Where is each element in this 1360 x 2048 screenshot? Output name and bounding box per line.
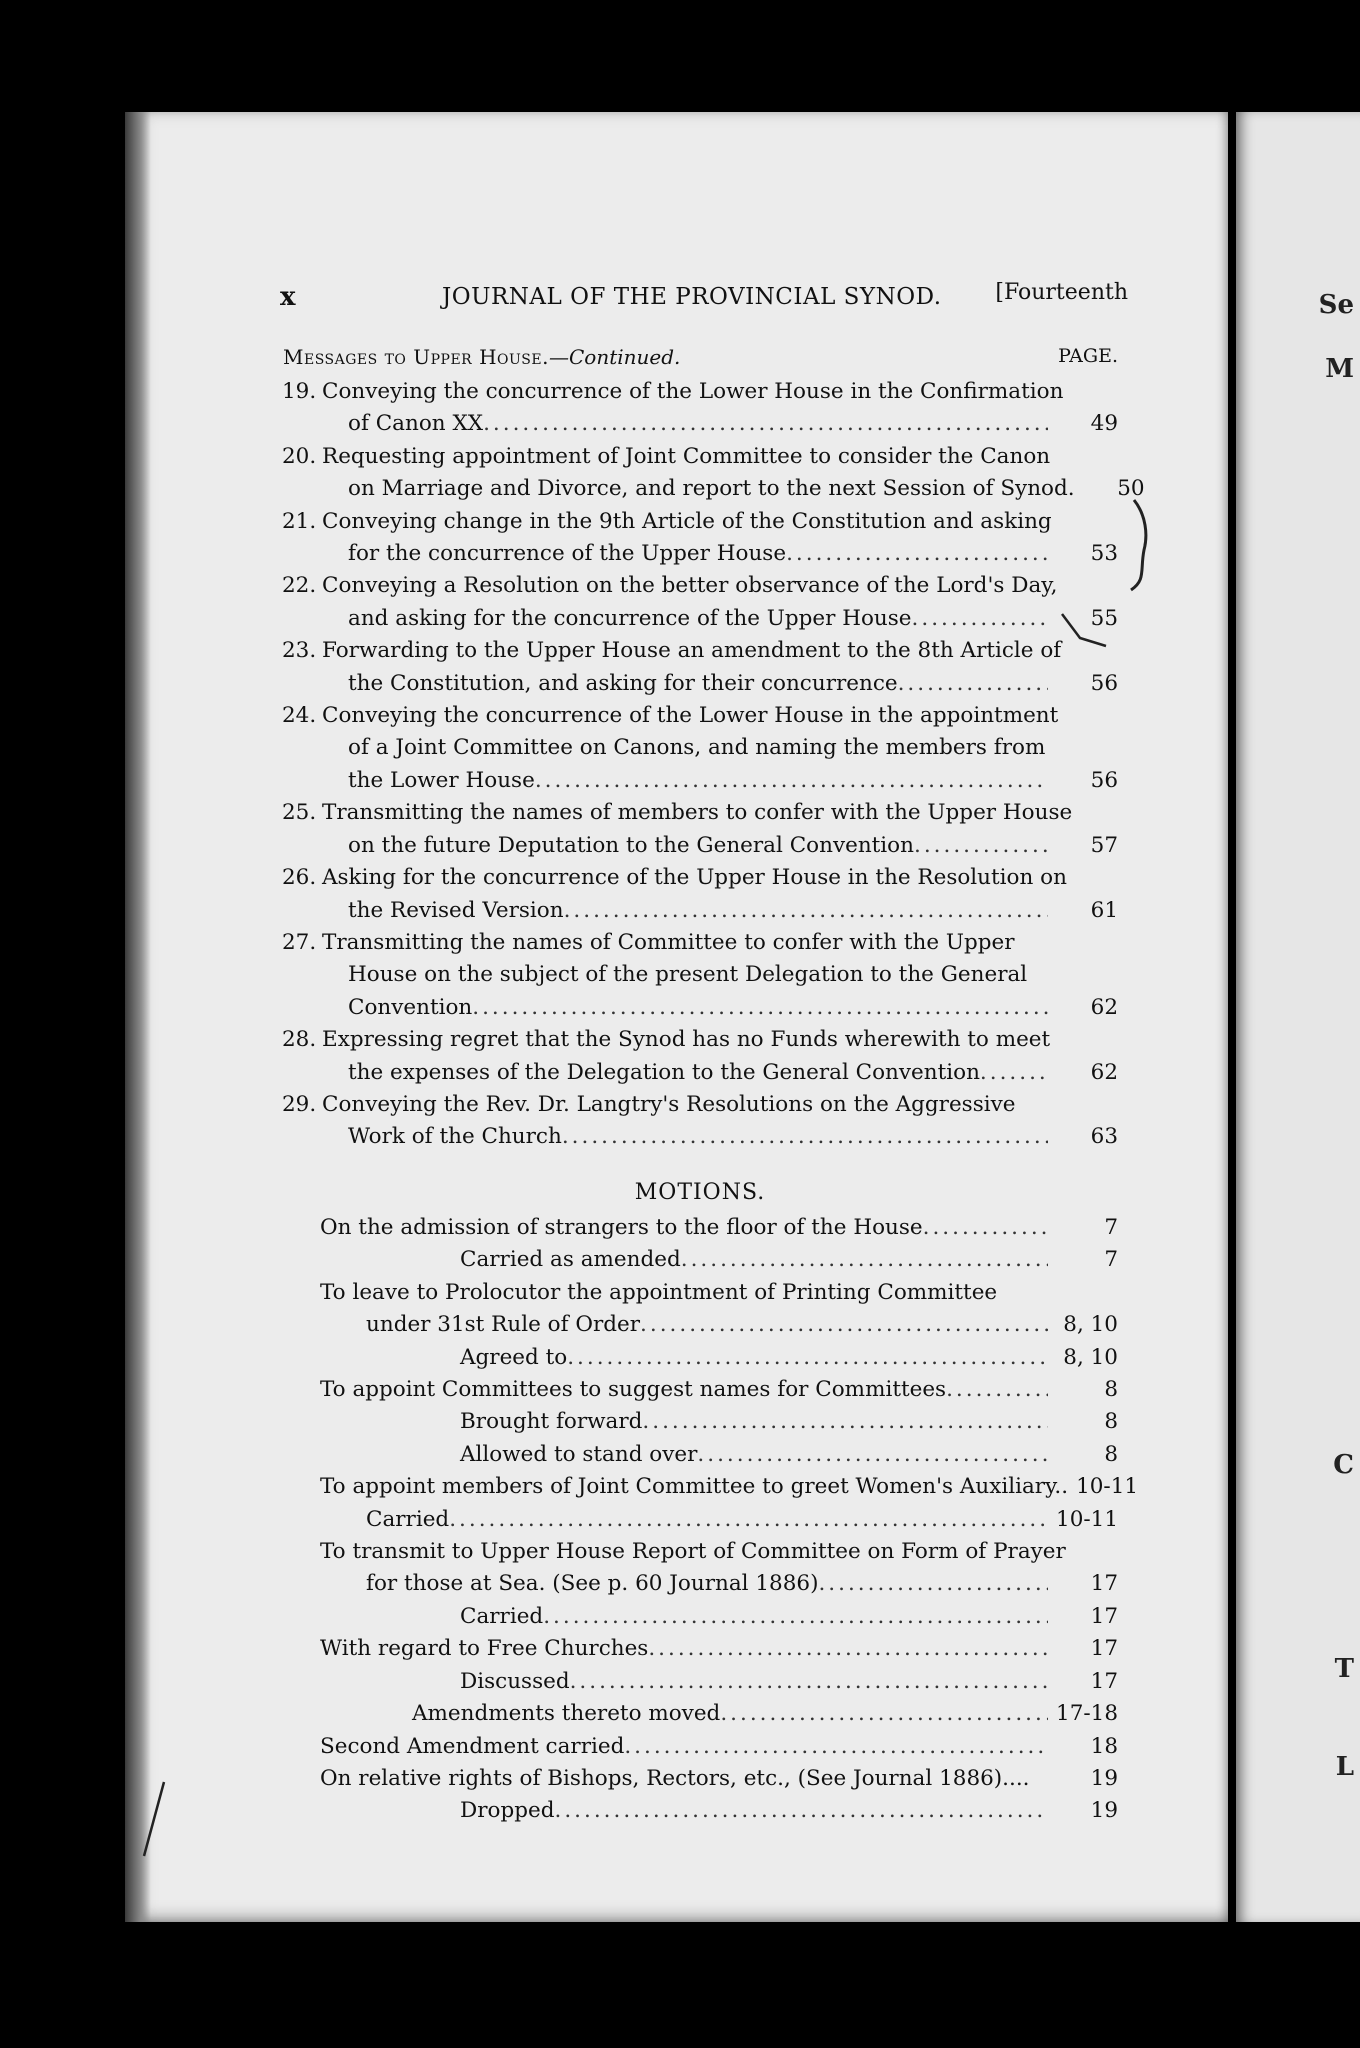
motion-entry: [282, 1471, 1139, 1503]
entry-number: 26.: [282, 865, 317, 891]
motion-entry: [282, 1633, 1118, 1665]
dot-leader: [697, 1439, 1048, 1471]
entry-text: the expenses of the Delegation to the General Convention: [348, 1059, 980, 1085]
page-reference: 49: [1090, 411, 1118, 437]
page-reference: 62: [1090, 994, 1118, 1020]
journal-title: JOURNAL OF THE PROVINCIAL SYNOD.: [442, 284, 942, 310]
message-entry: [282, 441, 1145, 506]
motion-entry: [282, 1374, 1118, 1406]
motion-text: Allowed to stand over: [460, 1441, 698, 1467]
dot-leader: [483, 408, 1048, 440]
message-entry: [282, 927, 1118, 1024]
motion-text: Carried: [366, 1506, 450, 1532]
entry-number: 29.: [282, 1091, 317, 1117]
page-reference: 57: [1090, 832, 1118, 858]
section-heading: [283, 345, 1118, 369]
dot-leader: [449, 1504, 1048, 1536]
motion-text: Carried as amended: [460, 1247, 681, 1273]
spacer: [1030, 1763, 1048, 1795]
motion-text: Second Amendment carried: [320, 1733, 625, 1759]
motion-entry: [282, 1406, 1118, 1438]
entry-text: of a Joint Committee on Canons, and naming the members from: [348, 735, 1046, 761]
dot-leader: [720, 1698, 1048, 1730]
entry-text: Requesting appointment of Joint Committee to consider the Canon: [322, 443, 1051, 469]
dot-leader: [923, 1212, 1048, 1244]
motion-text: On relative rights of Bishops, Rectors, etc., (See Journal 1886)....: [320, 1765, 1030, 1791]
entry-text: on Marriage and Divorce, and report to the next Session of Synod.: [348, 476, 1075, 502]
message-entry: [282, 1024, 1118, 1089]
entry-text: Conveying a Resolution on the better observance of the Lord's Day,: [322, 573, 1058, 599]
motion-text: To appoint Committees to suggest names for Committees: [320, 1377, 947, 1403]
dot-leader: [786, 538, 1048, 570]
page-reference: 8: [1104, 1441, 1118, 1467]
motion-text: Carried: [460, 1603, 544, 1629]
dot-leader: [624, 1731, 1048, 1763]
facing-page-fragment: M: [1325, 354, 1354, 384]
messages-list: [282, 376, 1145, 1154]
entry-text: the Constitution, and asking for their concurrence: [348, 670, 898, 696]
page-reference: 8: [1104, 1377, 1118, 1403]
entry-text: of Canon XX: [348, 411, 484, 437]
page-reference: 17-18: [1056, 1701, 1118, 1727]
entry-text: the Revised Version: [348, 897, 564, 923]
motion-text: On the admission of strangers to the floor of the House: [320, 1215, 923, 1240]
page-reference: 56: [1090, 670, 1118, 696]
dot-leader: [946, 1374, 1048, 1406]
entry-number: 24.: [282, 703, 317, 729]
entry-text: Convention: [348, 994, 473, 1020]
dot-leader: [640, 1309, 1048, 1341]
entry-text: for the concurrence of the Upper House: [348, 541, 787, 567]
motion-text: Amendments thereto moved: [412, 1701, 721, 1727]
motion-entry: [282, 1601, 1118, 1633]
page-reference: [1048, 1277, 1118, 1309]
motion-entry: [282, 1698, 1118, 1730]
running-header-continuation: [Fourteenth: [995, 280, 1128, 305]
page-reference: 8, 10: [1063, 1312, 1118, 1338]
dot-leader: [472, 992, 1048, 1024]
motion-entry: [282, 1342, 1118, 1374]
motion-entry: [282, 1568, 1118, 1600]
motion-entry: [282, 1244, 1118, 1276]
motion-entry: [282, 1309, 1118, 1341]
motion-text: With regard to Free Churches: [320, 1636, 649, 1662]
page-gutter-shadow: [125, 112, 151, 1922]
page-reference: 17: [1090, 1571, 1118, 1597]
page-number: x: [280, 282, 296, 312]
page-reference: 19: [1090, 1765, 1118, 1791]
motion-entry: [282, 1731, 1118, 1763]
entry-text: and asking for the concurrence of the Upper House: [348, 605, 912, 631]
dot-leader: [818, 1568, 1048, 1600]
handwritten-tick-mark: [1060, 610, 1110, 650]
page-reference: 7: [1104, 1215, 1118, 1240]
motion-text: To appoint members of Joint Committee to greet Women's Auxiliary..: [320, 1474, 1069, 1500]
running-header: [280, 282, 1128, 316]
dot-leader: [543, 1601, 1048, 1633]
page-reference: 63: [1090, 1124, 1118, 1150]
facing-page-fragment: T: [1334, 1654, 1354, 1684]
entry-text: Work of the Church: [348, 1124, 562, 1150]
motion-text: Dropped: [460, 1798, 555, 1824]
dot-leader: [980, 1057, 1048, 1089]
motion-entry: [282, 1212, 1118, 1244]
entry-number: 19.: [282, 379, 317, 404]
entry-text: Transmitting the names of Committee to confer with the Upper: [322, 929, 1015, 955]
page-reference: 17: [1090, 1636, 1118, 1662]
dot-leader: [898, 668, 1048, 700]
facing-page-fragment: C: [1333, 1450, 1354, 1480]
message-entry: [282, 570, 1118, 635]
entry-number: 25.: [282, 800, 317, 826]
page-reference: 18: [1090, 1733, 1118, 1759]
motion-text: Discussed: [460, 1668, 570, 1694]
entry-text: Forwarding to the Upper House an amendment to the 8th Article of: [322, 638, 1062, 664]
page-reference: 19: [1090, 1798, 1118, 1824]
page-reference: 17: [1090, 1603, 1118, 1629]
motion-entry: [282, 1536, 1118, 1568]
entry-number: 23.: [282, 638, 317, 664]
motion-text: To transmit to Upper House Report of Committee on Form of Prayer: [320, 1539, 1066, 1565]
page-reference: 17: [1090, 1668, 1118, 1694]
entry-text: Expressing regret that the Synod has no Funds wherewith to meet: [322, 1027, 1051, 1053]
page-reference: 10-11: [1056, 1506, 1118, 1532]
entry-text: the Lower House: [348, 767, 535, 793]
dot-leader: [570, 1666, 1048, 1698]
motion-entry: [282, 1795, 1118, 1827]
motion-text: for those at Sea. (See p. 60 Journal 1886): [366, 1571, 819, 1597]
page-reference: 8, 10: [1063, 1344, 1118, 1370]
dot-leader: [914, 830, 1048, 862]
entry-number: 28.: [282, 1027, 317, 1053]
message-entry: [282, 862, 1118, 927]
entry-number: 21.: [282, 508, 317, 534]
page-reference: 7: [1104, 1247, 1118, 1273]
motions-heading: MOTIONS.: [634, 1180, 766, 1205]
margin-pen-stroke: [140, 1780, 170, 1860]
motion-text: Brought forward: [460, 1409, 643, 1435]
page-reference: 8: [1104, 1409, 1118, 1435]
entry-text: House on the subject of the present Delegation to the General: [348, 962, 1028, 988]
dot-leader: [554, 1795, 1048, 1827]
handwritten-bracket-mark: [1126, 495, 1166, 595]
message-entry: [282, 376, 1118, 441]
dot-leader: [567, 1342, 1048, 1374]
entry-text: Asking for the concurrence of the Upper House in the Resolution on: [322, 865, 1067, 891]
page-reference: 10-11: [1076, 1474, 1139, 1500]
entry-text: on the future Deputation to the General Convention: [348, 832, 914, 858]
motion-entry: [282, 1439, 1118, 1471]
message-entry: [282, 635, 1118, 700]
motion-entry: [282, 1504, 1118, 1536]
motion-entry: [282, 1277, 1118, 1309]
entry-text: Conveying the concurrence of the Lower House in the appointment: [322, 703, 1059, 729]
dot-leader: [642, 1406, 1048, 1438]
page-reference: 62: [1090, 1059, 1118, 1085]
dot-leader: [648, 1633, 1048, 1665]
message-entry: [282, 797, 1118, 862]
dot-leader: [912, 603, 1048, 635]
dot-leader: [562, 1121, 1048, 1153]
page-reference: 56: [1090, 767, 1118, 793]
entry-number: 20.: [282, 443, 317, 469]
message-entry: [282, 700, 1118, 797]
facing-page-edge: [1236, 112, 1360, 1922]
page-reference: 53: [1090, 541, 1118, 567]
message-entry: [282, 506, 1118, 571]
entry-text: Conveying the Rev. Dr. Langtry's Resolutions on the Aggressive: [322, 1091, 1016, 1117]
entry-number: 27.: [282, 929, 317, 955]
dot-leader: [535, 765, 1048, 797]
entry-text: Transmitting the names of members to confer with the Upper House: [322, 800, 1073, 826]
page-reference: 55: [1090, 605, 1118, 631]
entry-text: Conveying change in the 9th Article of the Constitution and asking: [322, 508, 1052, 534]
dot-leader: [681, 1244, 1048, 1276]
page-reference: 61: [1090, 897, 1118, 923]
page-reference: [1066, 1536, 1136, 1568]
page-reference: 50: [1117, 476, 1145, 502]
facing-page-fragment: L: [1335, 1752, 1354, 1782]
section-heading-title: Messages to Upper House.: [283, 345, 549, 369]
motion-text: To leave to Prolocutor the appointment of Printing Committee: [320, 1279, 998, 1305]
facing-page-fragment: Se: [1318, 290, 1354, 320]
motions-list: [282, 1212, 1139, 1828]
entry-text: Conveying the concurrence of the Lower House in the Confirmation: [322, 379, 1064, 404]
dot-leader: [564, 895, 1048, 927]
motion-text: under 31st Rule of Order: [366, 1312, 641, 1338]
motion-text: Agreed to: [460, 1344, 568, 1370]
message-entry: [282, 1089, 1118, 1154]
motion-entry: [282, 1763, 1118, 1795]
spacer: [997, 1277, 1048, 1309]
page-column-label: PAGE.: [1058, 345, 1118, 367]
entry-number: 22.: [282, 573, 317, 599]
motion-entry: [282, 1666, 1118, 1698]
section-heading-continued: —Continued.: [548, 345, 681, 369]
